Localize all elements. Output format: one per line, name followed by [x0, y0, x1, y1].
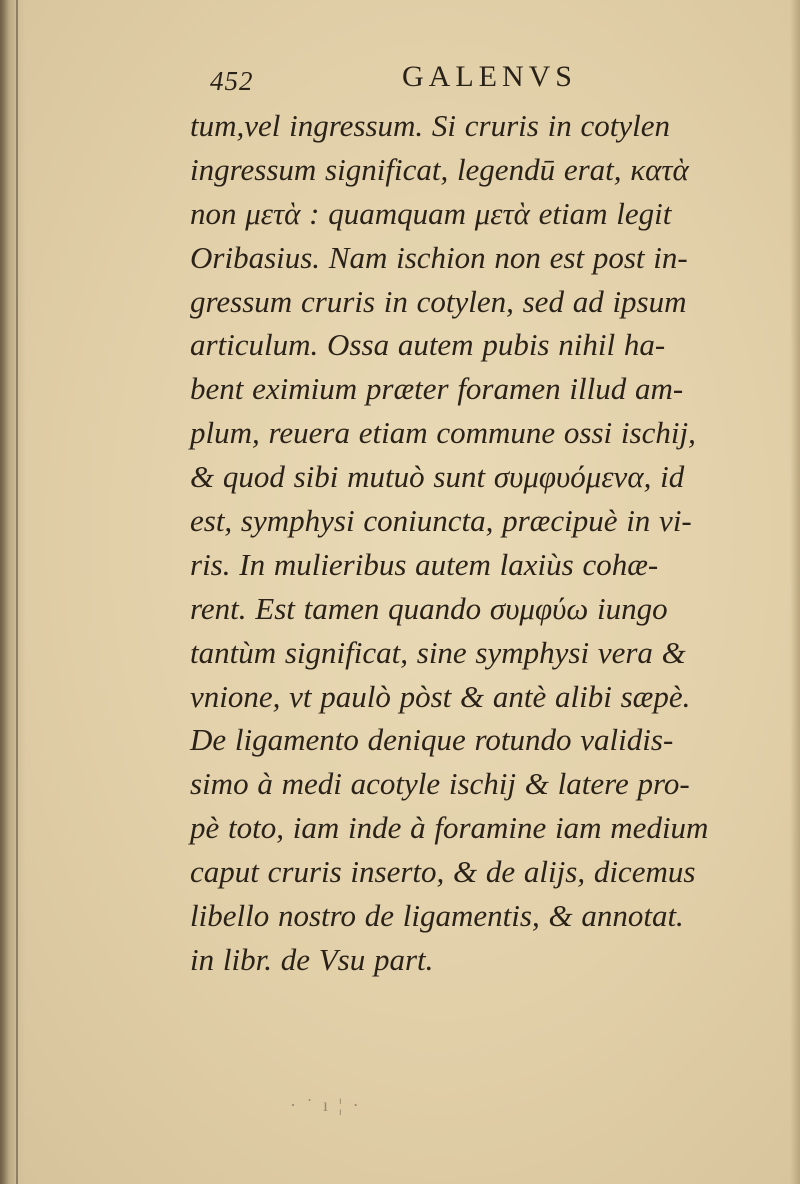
page-number: 452 [210, 66, 254, 96]
text-line: simo à medi acotyle ischij & latere pro- [190, 766, 690, 802]
text-line: De ligamento denique rotundo validis- [190, 722, 674, 758]
ink-smudge-mark: · ˙ ı ¦ · [290, 1095, 362, 1115]
text-line: est, symphysi coniuncta, præcipuè in vi- [190, 503, 692, 539]
text-line: rent. Est tamen quando συμφύω iungo [190, 590, 668, 626]
text-line: & quod sibi mutuò sunt συμφυόμενα, id [190, 459, 685, 495]
text-line: Oribasius. Nam ischion non est post in- [190, 239, 688, 275]
text-line: libello nostro de ligamentis, & annotat. [190, 898, 684, 934]
text-line: gressum cruris in cotylen, sed ad ipsum [190, 283, 687, 319]
binding-gutter-line [16, 0, 18, 1184]
page-right-edge [790, 0, 800, 1184]
text-line: ingressum significat, legendū erat, κατὰ [190, 151, 689, 187]
page-header [210, 60, 630, 100]
text-line: plum, reuera etiam commune ossi ischij, [190, 415, 696, 451]
running-title: GALENVS [402, 60, 577, 93]
text-line: non μετὰ : quamquam μετὰ etiam legit [190, 195, 672, 231]
text-line: tum,vel ingressum. Si cruris in cotylen [190, 108, 670, 143]
page-binding-edge [0, 0, 26, 1184]
text-line: in libr. de Vsu part. [190, 941, 434, 977]
text-line: articulum. Ossa autem pubis nihil ha- [190, 327, 666, 363]
text-line: vnione, vt paulò pòst & antè alibi sæpè. [190, 678, 691, 714]
text-line: tantùm significat, sine symphysi vera & [190, 634, 686, 670]
text-line: pè toto, iam inde à foramine iam medium [190, 810, 709, 846]
text-line: caput cruris inserto, & de alijs, dicemus [190, 854, 696, 890]
text-line: ris. In mulieribus autem laxiùs cohæ- [190, 546, 659, 582]
body-text [190, 104, 770, 982]
text-line: bent eximium præter foramen illud am- [190, 371, 684, 407]
